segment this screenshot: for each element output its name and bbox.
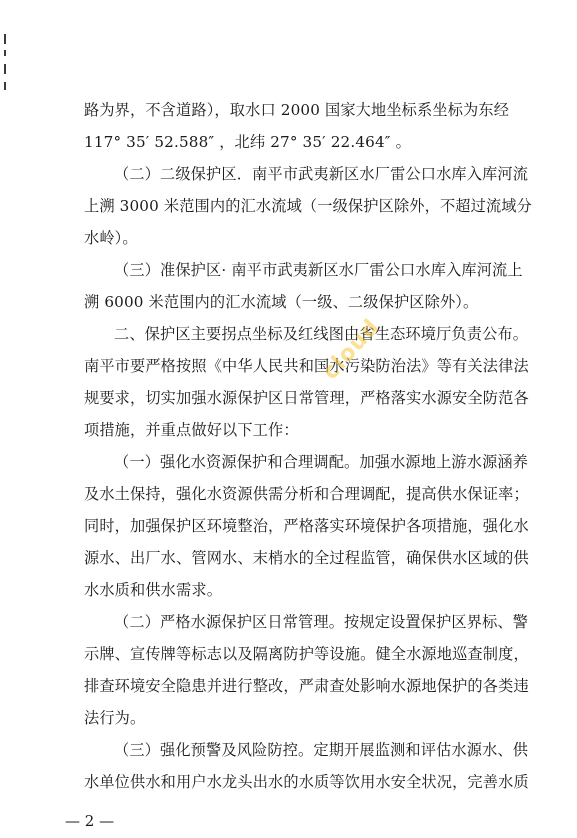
text-line: 规要求，切实加强水源保护区日常管理，严格落实水源安全防范各 xyxy=(84,389,529,407)
text-line: 溯 6000 米范围内的汇水流域（一级、二级保护区除外）。 xyxy=(84,293,479,311)
text-line: 水单位供水和用户水龙头出水的水质等饮用水安全状况，完善水质 xyxy=(84,773,529,791)
text-line: 法行为。 xyxy=(84,709,146,727)
text-line: 示牌、宣传牌等标志以及隔离防护等设施。健全水源地巡查制度， xyxy=(84,645,529,663)
text-line: 水岭）。 xyxy=(84,229,138,247)
text-line: 117° 35′ 52.588″ ，北纬 27° 35′ 22.464″ 。 xyxy=(84,133,411,151)
text-line: （三）准保护区· 南平市武夷新区水厂雷公口水库入库河流上 xyxy=(114,261,523,279)
text-line: 南平市要严格按照《中华人民共和国水污染防治法》等有关法律法 xyxy=(84,357,529,375)
text-line: 项措施，并重点做好以下工作： xyxy=(84,421,299,439)
text-line: 排查环境安全隐患并进行整改，严肃查处影响水源地保护的各类违 xyxy=(84,677,529,695)
page-number: — 2 — xyxy=(65,812,115,830)
text-line: 源水、出厂水、管网水、末梢水的全过程监管，确保供水区域的供 xyxy=(84,549,529,567)
text-line: 上溯 3000 米范围内的汇水流域（一级保护区除外，不超过流域分 xyxy=(84,197,532,215)
text-line: （三）强化预警及风险防控。定期开展监测和评估水源水、供 xyxy=(114,741,529,759)
text-line: 水水质和供水需求。 xyxy=(84,581,223,599)
text-line: 二、保护区主要拐点坐标及红线图由省生态环境厅负责公布。 xyxy=(114,325,529,343)
text-line: （二）二级保护区．南平市武夷新区水厂雷公口水库入库河流 xyxy=(114,165,529,183)
text-line: （一）强化水资源保护和合理调配。加强水源地上游水源涵养 xyxy=(114,453,529,471)
text-line: （二）严格水源保护区日常管理。按规定设置保护区界标、警 xyxy=(114,613,529,631)
text-line: 路为界，不含道路），取水口 2000 国家大地坐标系坐标为东经 xyxy=(84,101,510,119)
text-line: 及水土保持，强化水资源供需分析和合理调配，提高供水保证率； xyxy=(84,485,529,503)
cloud-watermark: cloud xyxy=(318,314,385,385)
text-line: 同时，加强保护区环境整治，严格落实环境保护各项措施，强化水 xyxy=(84,517,529,535)
